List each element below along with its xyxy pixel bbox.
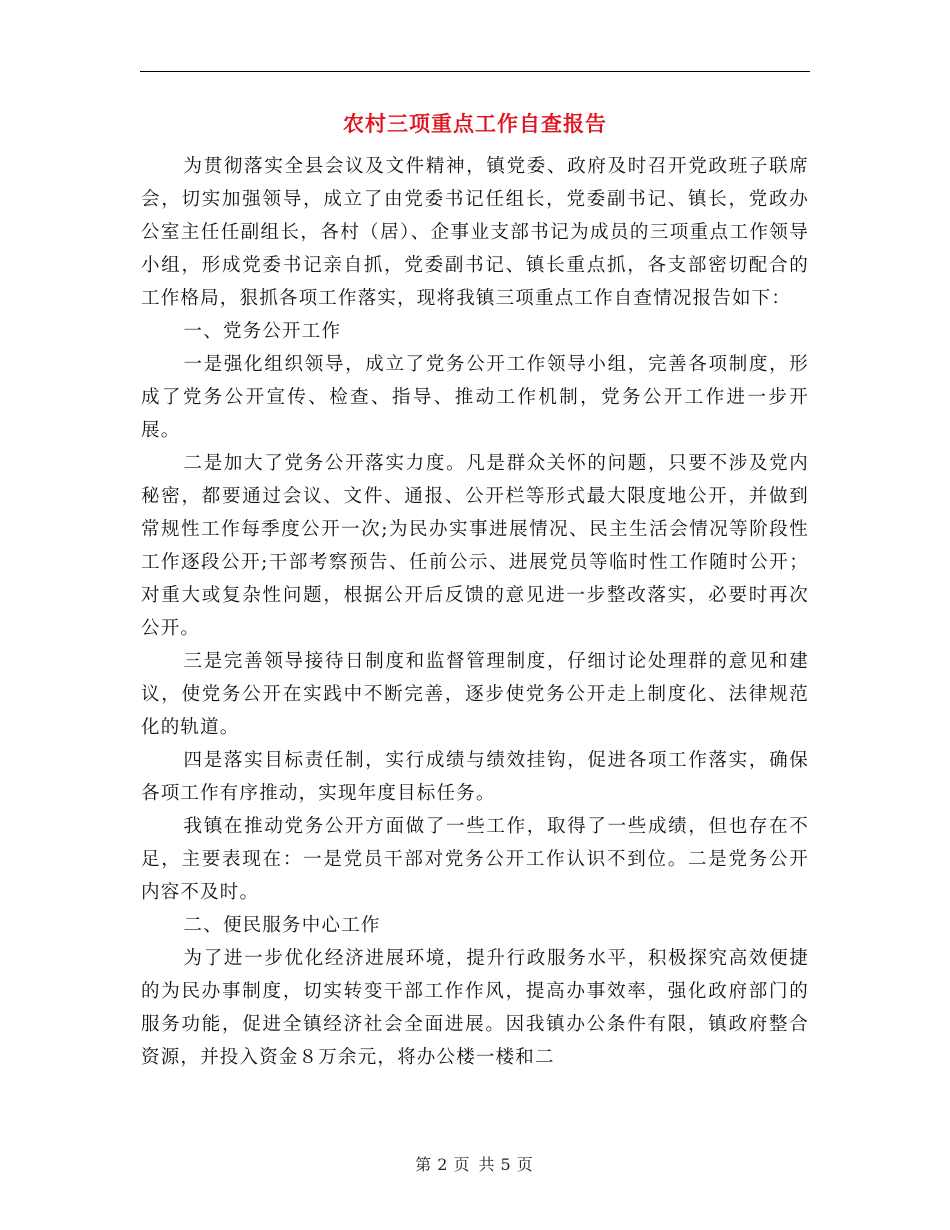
paragraph-point-4: 四是落实目标责任制，实行成绩与绩效挂钩，促进各项工作落实，确保各项工作有序推动，实现年度目标任务。 (141, 750, 809, 804)
paragraph-point-1: 一是强化组织领导，成立了党务公开工作领导小组，完善各项制度，形成了党务公开宣传、检查、指导、推动工作机制，党务公开工作进一步开展。 (141, 354, 809, 441)
paragraph-service-center: 为了进一步优化经济进展环境，提升行政服务水平，积极探究高效便捷的为民办事制度，切实转变干部工作作风，提高办事效率，强化政府部门的服务功能，促进全镇经济社会全面进展。因我镇办公条件有限，镇政府整合资源，并投入资金８万余元，将办公楼一楼和二 (141, 948, 809, 1068)
document-body (141, 150, 809, 1074)
section-heading-service-center: 二、便民服务中心工作 (183, 915, 381, 936)
footer-suffix: 页 (516, 1155, 535, 1174)
total-pages-number: 5 (500, 1155, 513, 1174)
header-rule (140, 71, 810, 72)
footer-mid: 页 共 (453, 1155, 497, 1174)
page-footer (0, 1152, 950, 1175)
current-page-number: 2 (437, 1155, 450, 1174)
section-heading-party-affairs: 一、党务公开工作 (183, 321, 342, 342)
paragraph-intro: 为贯彻落实全县会议及文件精神，镇党委、政府及时召开党政班子联席会，切实加强领导，成立了由党委书记任组长，党委副书记、镇长，党政办公室主任任副组长，各村（居）、企事业支部书记为成员的三项重点工作领导小组，形成党委书记亲自抓，党委副书记、镇长重点抓，各支部密切配合的工作格局，狠抓各项工作落实，现将我镇三项重点工作自查情况报告如下： (141, 156, 809, 309)
paragraph-shortcomings: 我镇在推动党务公开方面做了一些工作，取得了一些成绩，但也存在不足，主要表现在：一是党员干部对党务公开工作认识不到位。二是党务公开内容不及时。 (141, 816, 809, 903)
footer-prefix: 第 (415, 1155, 434, 1174)
document-title: 农村三项重点工作自查报告 (343, 112, 607, 136)
paragraph-point-3: 三是完善领导接待日制度和监督管理制度，仔细讨论处理群的意见和建议，使党务公开在实践中不断完善，逐步使党务公开走上制度化、法律规范化的轨道。 (141, 651, 809, 738)
paragraph-point-2: 二是加大了党务公开落实力度。凡是群众关怀的问题，只要不涉及党内秘密，都要通过会议、文件、通报、公开栏等形式最大限度地公开，并做到常规性工作每季度公开一次;为民办实事进展情况、民主生活会情况等阶段性工作逐段公开;干部考察预告、任前公示、进展党员等临时性工作随时公开；对重大或复杂性问题，根据公开后反馈的意见进一步整改落实，必要时再次公开。 (141, 453, 809, 639)
